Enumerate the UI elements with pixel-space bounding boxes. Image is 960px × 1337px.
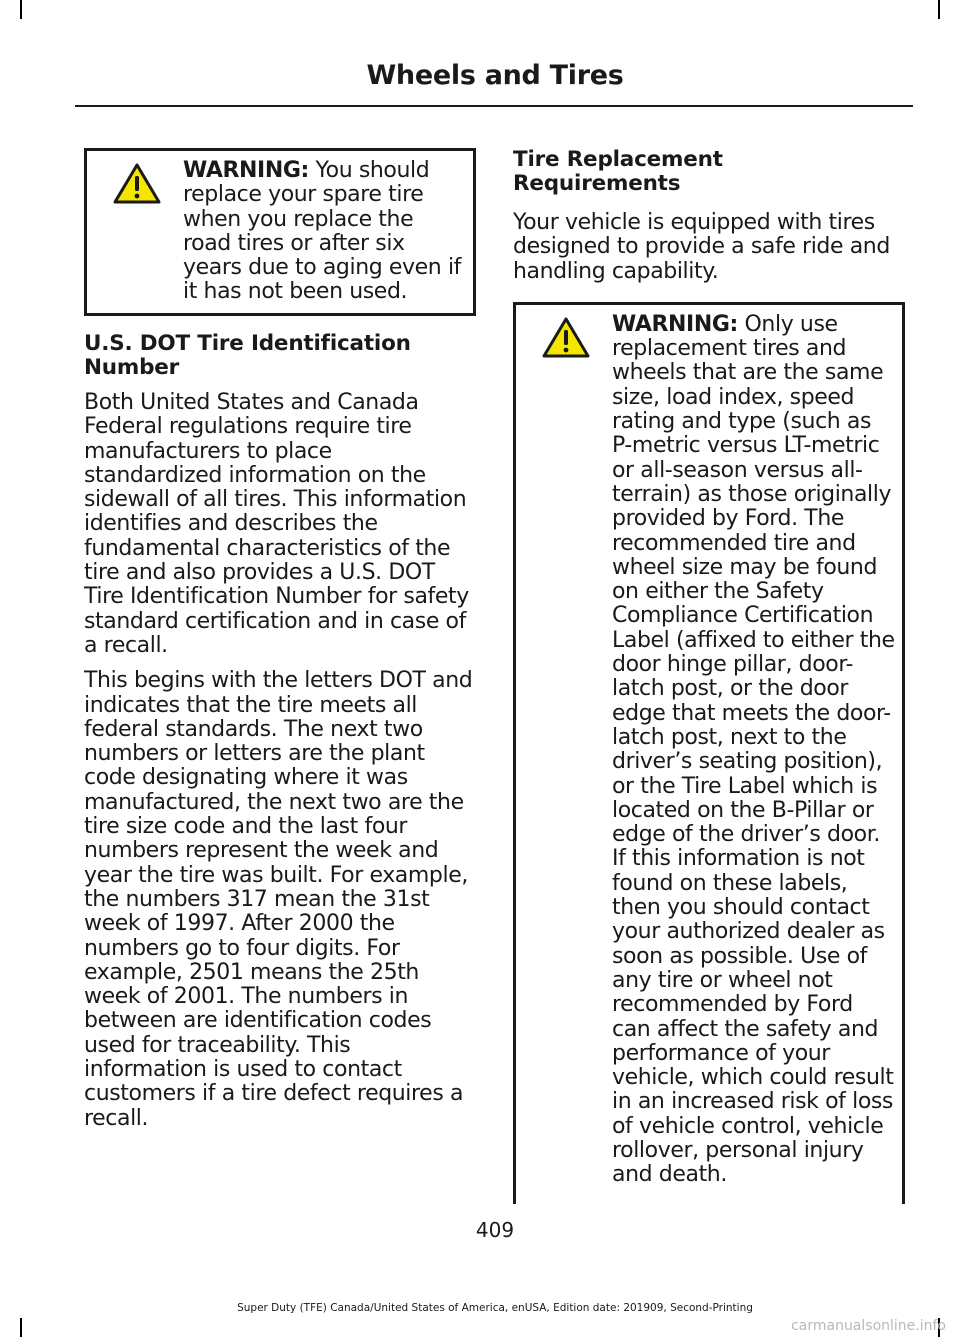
warning-triangle-icon <box>522 316 610 360</box>
warning-triangle-icon <box>93 162 181 206</box>
warning-text: You should replace your spare tire when you replace the road tires or after six years due to aging even if it has not been used. <box>183 158 461 305</box>
dot-tin-heading: U.S. DOT Tire Identification Number <box>84 331 411 380</box>
warning-label: WARNING: <box>612 311 738 337</box>
tire-replacement-heading: Tire Replacement Requirements <box>513 147 723 196</box>
spare-tire-warning-box <box>84 148 476 316</box>
crop-mark-top-left <box>20 0 22 19</box>
replacement-warning-box <box>513 302 905 1204</box>
warning-text: Only use replacement tires and wheels that are the same size, load index, speed rating and type (such as P-metric versus LT-metric or all-season versus all-terrain) as those originally provided by Ford. The recommended tire and wheel size may be found on either the Safety Compliance Certification Label (affixed to either the door hinge pillar, door-latch post, or the door edge that meets the door-latch post, next to the driver’s seating position), or the Tire Label which is located on the B-Pillar or edge of the driver’s door. If this information is not found on these labels, then you should contact your authorized dealer as soon as possible. Use of any tire or wheel not recommended by Ford can affect the safety and performance of your vehicle, which could result in an increased risk of loss of vehicle control, vehicle rollover, personal injury and death. <box>612 311 895 1188</box>
dot-tin-paragraph-2: This begins with the letters DOT and indicates that the tire meets all federal standards. The next two numbers or letters are the plant code designating where it was manufactured, the next two are the tire size code and the last four numbers represent the week and year the tire was built. For example, the numbers 317 mean the 31st week of 1997. After 2000 the numbers go to four digits. For example, 2501 means the 25th week of 2001. The numbers in between are identification codes used for traceability. This information is used to contact customers if a tire defect requires a recall. <box>84 668 473 1131</box>
warning-label: WARNING: <box>183 158 309 183</box>
crop-mark-bottom-left <box>20 1318 22 1337</box>
header-divider <box>75 105 913 107</box>
right-column <box>513 148 905 1204</box>
left-column <box>84 148 476 1131</box>
crop-mark-top-right <box>938 0 940 19</box>
footer-edition-text: Super Duty (TFE) Canada/United States of America, enUSA, Edition date: 201909, Second-Printing <box>237 1302 753 1314</box>
warning-content <box>522 313 896 1188</box>
dot-tin-paragraph-1: Both United States and Canada Federal regulations require tire manufacturers to place standardized information on the sidewall of all tires. This information identifies and describes the fundamental characteristics of the tire and also provides a U.S. DOT Tire Identification Number for safety standard certification and in case of a recall. <box>84 390 469 658</box>
tire-replacement-paragraph: Your vehicle is equipped with tires designed to provide a safe ride and handling capability. <box>513 210 890 284</box>
watermark: carmanualsonline.info <box>791 1318 946 1334</box>
page-header-title: Wheels and Tires <box>366 60 624 91</box>
warning-content <box>93 159 467 305</box>
page-number: 409 <box>475 1218 515 1242</box>
